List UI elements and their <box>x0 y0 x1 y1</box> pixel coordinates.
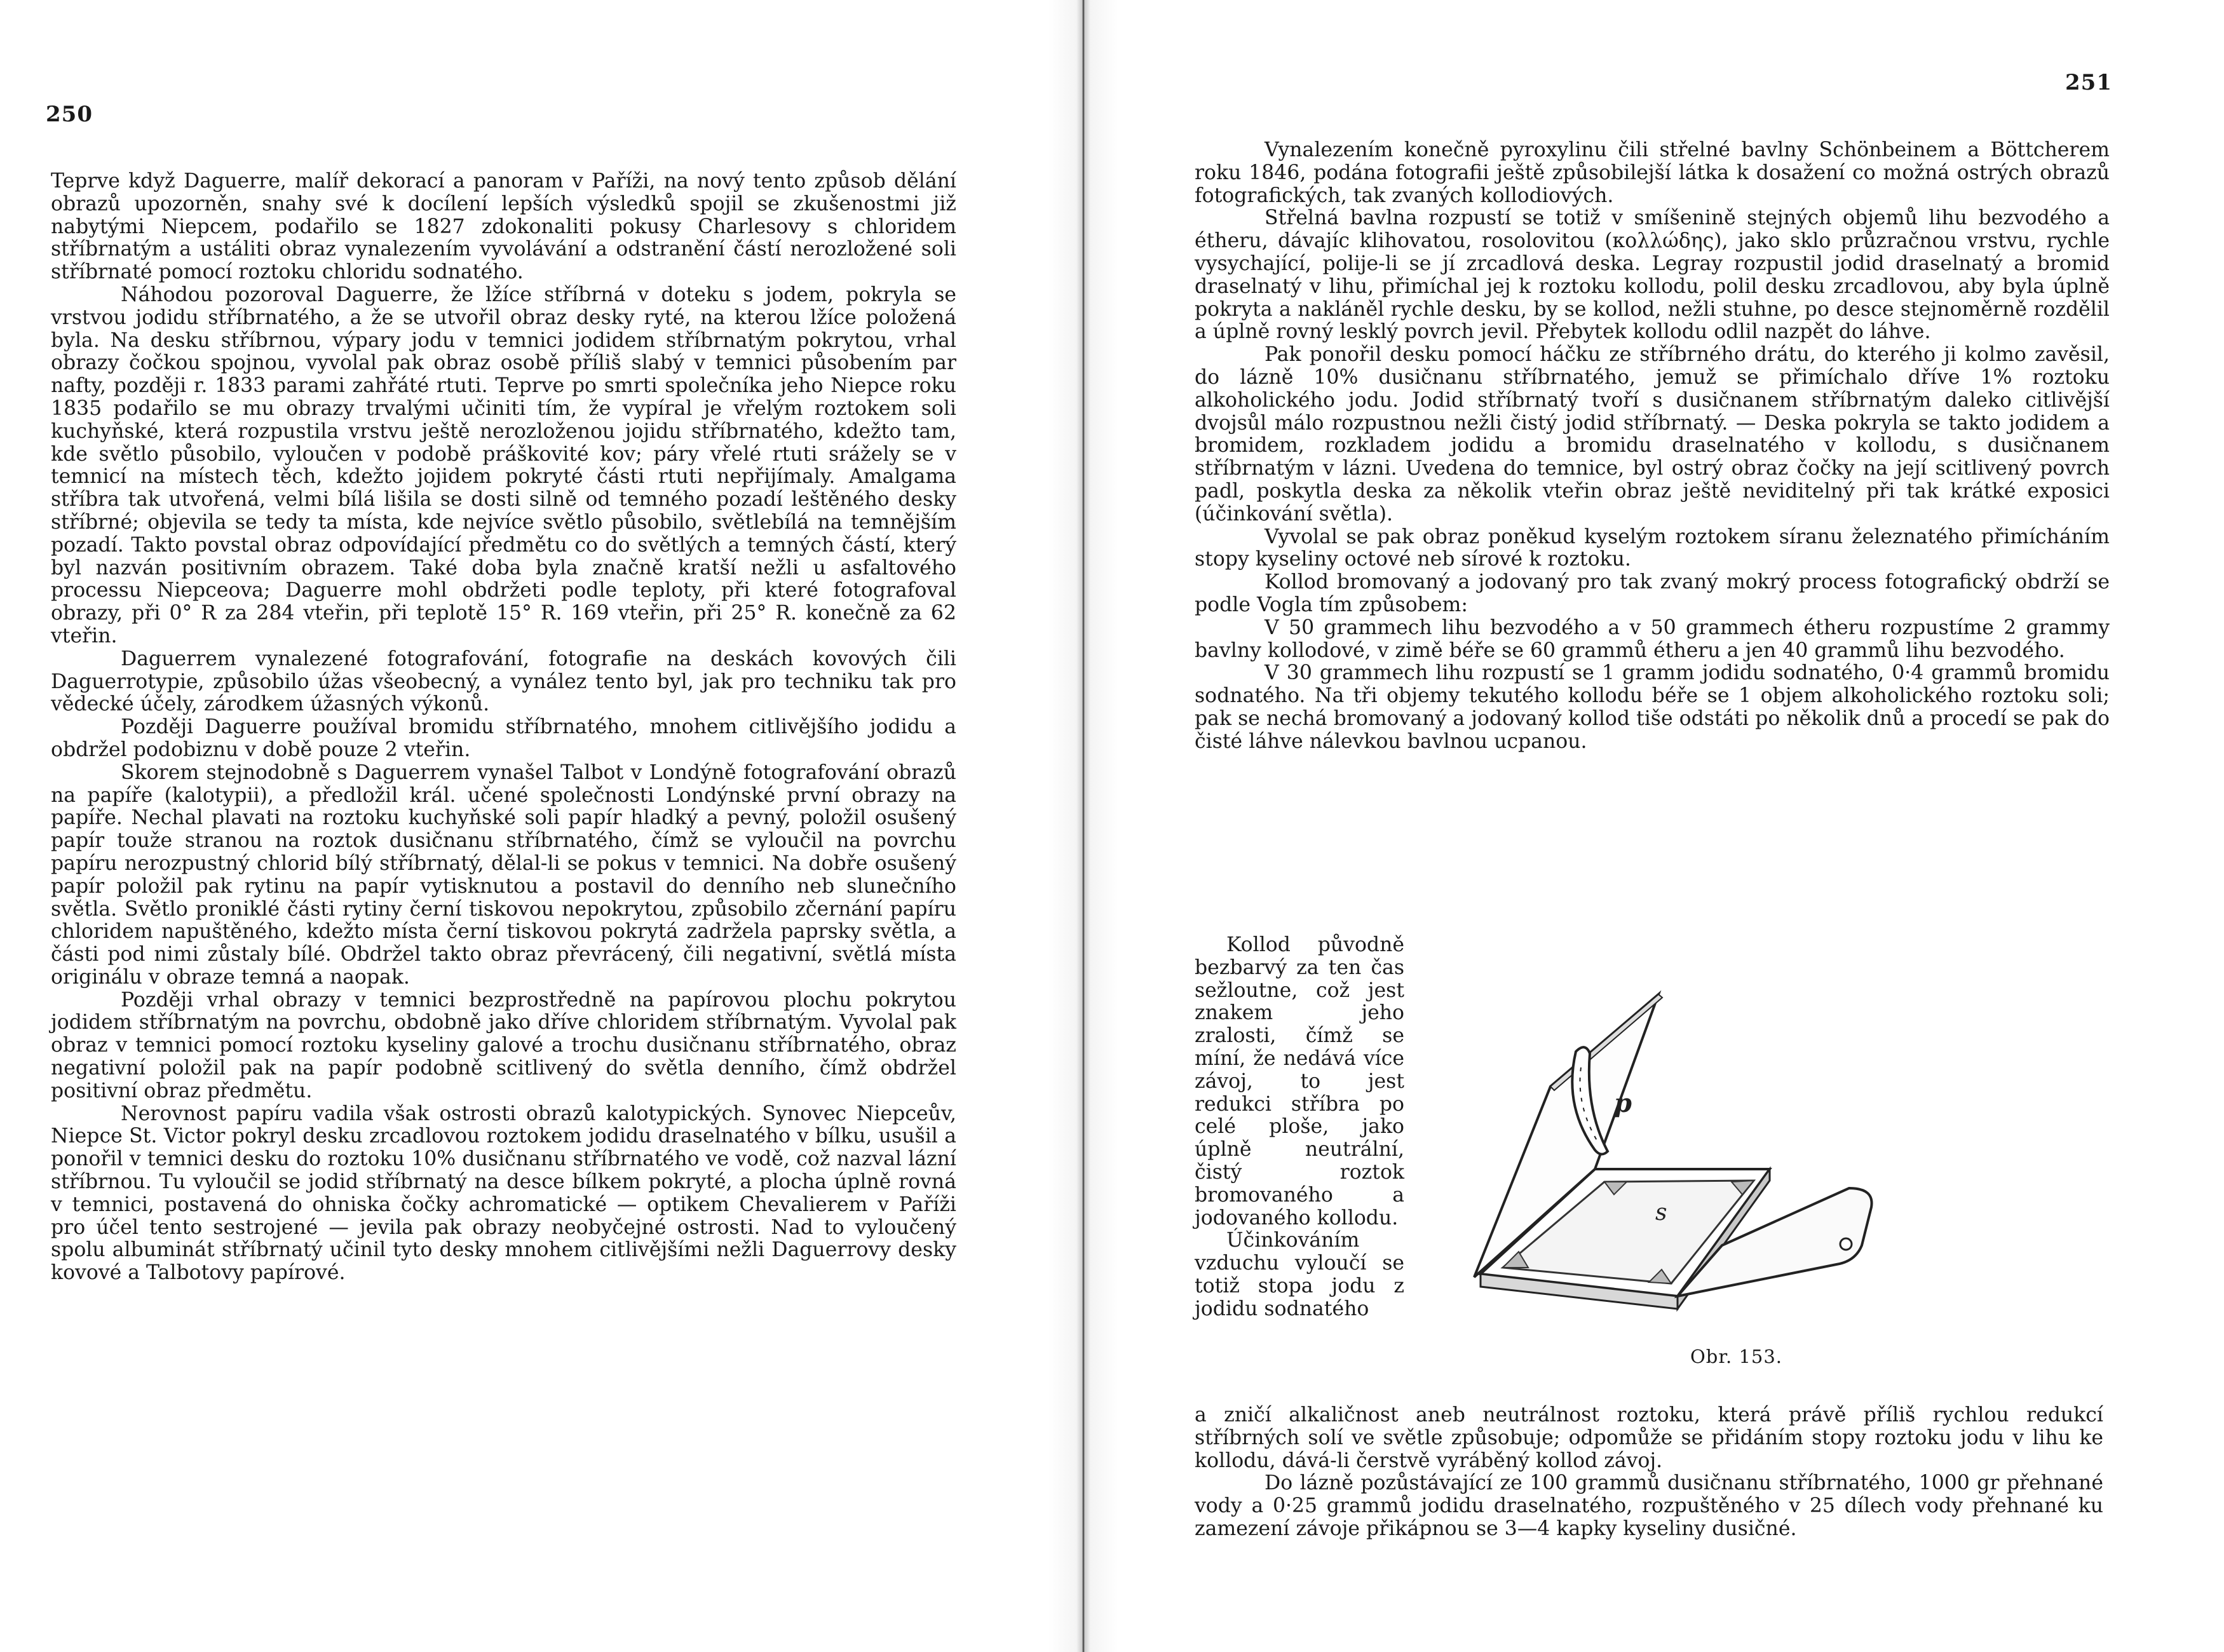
paragraph: Kollod bromovaný a jodovaný pro tak zvaný mokrý process fotografický obdrží se podle Vogla tím způsobem: <box>1195 571 2110 616</box>
right-page-wrap-text <box>1195 934 1404 1321</box>
page-number: 251 <box>2065 70 2112 95</box>
paragraph: V 30 grammech lihu rozpustí se 1 gramm jodidu sodnatého, 0·4 grammů bromidu sodnatého. Na tři objemy tekutého kollodu béře se 1 objem alkoholického roztoku soli; pak se nechá bromovaný a jodovaný kollod tiše odstáti po několik dnů a procedí se pak do čisté láhve nálevkou bavlnou ucpanou. <box>1195 661 2110 753</box>
paragraph: Střelná bavlna rozpustí se totiž v smíšenině stejných objemů lihu bezvodého a étheru, dávajíc klihovatou, rosolovitou (κολλώδης), jako sklo průzračnou vrstvu, rychle vysychající, polije-li se jí zrcadlová deska. Legray rozpustil jodid draselnatý a bromid draselnatý v lihu, přimíchal jej k roztoku kollodu, polil desku zrcadlovou, aby byla úplně pokryta a nakláněl rychle desku, by se kollod, nežli stuhne, po desce stejnoměrně rozdělil a úplně rovný lesklý povrch jevil. Přebytek kollodu odlil nazpět do láhve. <box>1195 207 2110 344</box>
paragraph: Do lázně pozůstávající ze 100 grammů dusičnanu stříbrnatého, 1000 gr přehnané vody a 0·25 grammů jodidu draselnatého, rozpuštěného v 25 dílech vody přehnané ku zamezení závoje přikápnou se 3—4 kapky kyseliny dusičné. <box>1195 1472 2103 1540</box>
paragraph: Pak ponořil desku pomocí háčku ze stříbrného drátu, do kterého ji kolmo zavěsil, do lázně 10% dusičnanu stříbrnatého, jemuž se přimíchalo dříve 1% roztoku alkoholického jodu. Jodid stříbrnatý tvoří s dusičnanem stříbrnatým daleko citlivější dvojsůl málo rozpustnou nežli čistý jodid stříbrnatý. — Deska pokryla se takto jodidem a bromidem, rozkladem jodidu a bromidu draselnatého v kollodu, s dusičnanem stříbrnatým v lázni. Uvedena do temnice, byl ostrý obraz čočky na její scitlivený povrch padl, poskytla deska za několik vteřin obraz ještě neviditelný při tak krátké exposici (účinkování světla). <box>1195 343 2110 525</box>
right-page-text-top <box>1195 139 2110 754</box>
figure-153 <box>1468 978 1875 1334</box>
page-number: 250 <box>46 102 93 127</box>
paragraph: Vynalezením konečně pyroxylinu čili střelné bavlny Schönbeinem a Böttcherem roku 1846, podána fotografii ještě způsobilejší látka k dosažení co možná ostrých obrazů fotografických, tak zvaných kollodiových. <box>1195 139 2110 207</box>
paragraph: Později Daguerre používal bromidu stříbrnatého, mnohem citlivějšího jodidu a obdržel podobiznu v době pouze 2 vteřin. <box>51 715 956 761</box>
left-page <box>0 0 1080 1652</box>
right-page-text-bottom <box>1195 1404 2103 1541</box>
left-page-text <box>51 170 956 1285</box>
figure-label-p: p <box>1614 1088 1632 1118</box>
paragraph: Náhodou pozoroval Daguerre, že lžíce stříbrná v doteku s jodem, pokryla se vrstvou jodidu stříbrnatého, a že se utvořil obraz desky ryté, na kterou lžíce položená byla. Na desku stříbrnou, výpary jodu v temnici jodidem stříbrnatým pokrytou, vrhal obrazy čočkou spojnou, vyvolal pak obraz osobě příliš slabý v temnici působením par nafty, později r. 1833 parami zahřáté rtuti. Teprve po smrti společníka jeho Niepce roku 1835 podařilo se mu obrazy trvalými učiniti tím, že vypíral je vřelým roztokem soli kuchyňské, která rozpustila vrstvu ještě nerozloženou jojidu stříbrnatého, kdežto tam, kde světlo působilo, vyloučen v podobě práškovité kov; páry vřelé rtuti srážely se v temnicí na místech těch, kdežto jojidem pokryté části rtuti nepřijímaly. Amalgama stříbra tak utvořená, velmi bílá lišila se dosti silně od temného pozadí leštěného desky stříbrné; objevila se tedy ta místa, kde nejvíce světlo působilo, světlebílá na temnějším pozadí. Takto povstal obraz odpovídající předmětu co do světlých a temných částí, který byl nazván positivním obrazem. Také doba byla značně kratší nežli u asfaltového processu Niepceova; Daguerre mohl obdržeti podle teploty, při které fotografoval obrazy, při 0° R za 284 vteřin, při teplotě 15° R. 169 vteřin, při 25° R. konečně za 62 vteřin. <box>51 283 956 647</box>
board-hole <box>1840 1238 1852 1250</box>
paragraph: Vyvolal se pak obraz poněkud kyselým roztokem síranu železnatého přimícháním stopy kyseliny octové neb sírové k roztoku. <box>1195 525 2110 571</box>
paragraph: Nerovnost papíru vadila však ostrosti obrazů kalotypických. Synovec Niepceův, Niepce St. Victor pokryl desku zrcadlovou roztokem jodidu draselnatého v bílku, usušil a ponořil v temnici desku do roztoku 10% dusičnanu stříbrnatého ve vodě, což nazval lázní stříbrnou. Tu vyloučil se jodid stříbrnatý na desce bílkem pokryté, a plocha úplně rovná v temnici, postavená do ohniska čočky achromatické — optikem Chevalierem v Paříži pro účel tento sestrojené — jevila pak obrazy neobyčejné ostrosti. Nad to vyloučený spolu albuminát stříbrnatý učinil tyto desky mnohem citlivějšími nežli Daguerrovy desky kovové a Talbotovy papírové. <box>51 1102 956 1285</box>
figure-caption: Obr. 153. <box>1690 1346 1783 1367</box>
paragraph: Kollod původně bezbarvý za ten čas sežloutne, což jest znakem jeho zralosti, čímž se míní, že nedává více závoj, to jest redukci stříbra po celé ploše, jako úplně neutrální, čistý roztok bromovaného a jodovaného kollodu. <box>1195 933 1404 1229</box>
paragraph: Účinkováním vzduchu vyloučí se totiž stopa jodu z jodidu sodnatého <box>1195 1229 1404 1320</box>
paragraph: V 50 grammech lihu bezvodého a v 50 grammech étheru rozpustíme 2 grammy bavlny kollodové, v zimě béře se 60 grammů étheru a jen 40 grammů lihu bezvodého. <box>1195 616 2110 662</box>
paragraph: Skorem stejnodobně s Daguerrem vynašel Talbot v Londýně fotografování obrazů na papíře (kalotypii), a předložil král. učené společnosti Londýnské první obrazy na papíře. Nechal plavati na roztoku kuchyňské soli papír hladký a pevný, položil osušený papír touže stranou na roztok dusičnanu stříbrnatého, čímž se vyloučil na povrchu papíru nerozpustný chlorid bílý stříbrnatý, dělal-li se pokus v temnici. Na dobře osušený papír položil pak rytinu na papír vytisknutou a postavil do denního neb slunečního světla. Světlo proniklé části rytiny černí tiskovou nepokrytou, způsobilo zčernání papíru chloridem napuštěného, kdežto místa černí tiskovou pokrytá zadržela paprsky světla, a části pod nimi zůstaly bílé. Obdržel takto obraz převrácený, čili negativní, světlá místa originálu v obraze temná a naopak. <box>51 761 956 989</box>
paragraph: Daguerrem vynalezené fotografování, fotografie na deskách kovových čili Daguerrotypie, způsobilo úžas všeobecný, a vynález tento byl, jak pro techniku tak pro vědecké účely, zárodkem úžasných výkonů. <box>51 647 956 716</box>
paragraph: a zničí alkaličnost aneb neutrálnost roztoku, která právě příliš rychlou redukcí stříbrných solí ve světle způsobuje; odpomůže se přidáním stopy roztoku jodu v lihu ke kollodu, dává-li čerstvě vyráběný kollod závoj. <box>1195 1404 2103 1472</box>
paragraph: Později vrhal obrazy v temnici bezprostředně na papírovou plochu pokrytou jodidem stříbrnatým na povrchu, obdobně jako dříve chloridem stříbrnatým. Vyvolal pak obraz v temnici pomocí roztoku kyseliny galové a trochu dusičnanu stříbrnatého, obraz negativní položil pak na papír podobně scitlivený do světla denního, čímž obdržel positivní obraz předmětu. <box>51 988 956 1102</box>
figure-label-s: s <box>1655 1200 1667 1226</box>
paragraph: Teprve když Daguerre, malíř dekorací a panoram v Paříži, na nový tento způsob dělání obrazů upozorněn, snahy své k docílení lepších výsledků spojil se zkušenostmi již nabytými Niepcem, podařilo se 1827 zdokonaliti pokusy Charlesovy s chloridem stříbrnatým a ustáliti obraz vynalezením vyvolávání a odstranění částí nerozložené soli stříbrnaté pomocí roztoku chloridu sodnatého. <box>51 170 956 284</box>
